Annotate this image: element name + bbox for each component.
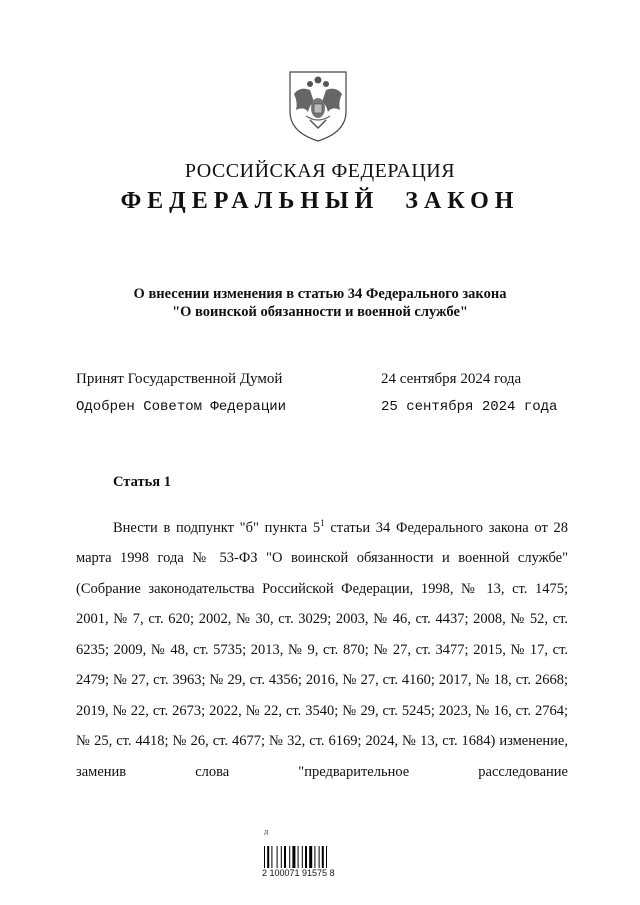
- barcode-stripe: [305, 846, 307, 868]
- duma-adoption-label: Принят Государственной Думой: [76, 371, 283, 387]
- barcode-stripe: [267, 846, 269, 868]
- barcode-mark: Д: [264, 830, 269, 836]
- barcode-stripe: [284, 846, 286, 868]
- barcode-stripe: [298, 846, 299, 868]
- country-name: РОССИЙСКАЯ ФЕДЕРАЦИЯ: [184, 160, 456, 182]
- barcode-bars: [264, 846, 348, 868]
- article-text-rest: статьи 34 Федерального закона от 28 марта 1998 года № 53-ФЗ "О воинской обязанности и военной службе" (Собрание законодательства Российской Федерации, 1998, № 13, ст. 1475; 2001, № 7, ст. 620; 2002, № 30, ст. 3029; 2003, № 46, ст. 4437; 2008, № 52, ст. 6235; 2009, № 48, ст. 5735; 2013, № 9, ст. 870; № 27, ст. 3477; 2015, № 17, ст. 2479; № 27, ст. 3963; № 29, ст. 4356; 2016, № 27, ст. 4160; 2017, № 18, ст. 2668; 2019, № 22, ст. 2673; 2022, № 22, ст. 3540; № 29, ст. 5245; 2023, № 16, ст. 2764; № 25, ст. 4418; № 26, ст. 4677; № 32, ст. 6169; 2024, № 13, ст. 1684) изменение, заменив слова "предварительное расследование: [76, 519, 568, 780]
- council-approval-date: 25 сентября 2024 года: [381, 399, 558, 415]
- barcode-stripe: [292, 846, 295, 868]
- barcode-stripe: [322, 846, 324, 868]
- barcode-stripe: [271, 846, 272, 868]
- duma-adoption-date: 24 сентября 2024 года: [381, 371, 522, 387]
- barcode-stripe: [319, 846, 320, 868]
- law-subject-line-2: "О воинской обязанности и военной службе": [172, 304, 468, 320]
- council-approval-label: Одобрен Советом Федерации: [76, 399, 287, 415]
- law-subject-line-1: О внесении изменения в статью 34 Федерального закона: [133, 286, 507, 302]
- article-heading: Статья 1: [113, 474, 171, 490]
- article-text: [76, 508, 568, 787]
- barcode-stripe: [281, 846, 282, 868]
- document-barcode: [262, 830, 352, 880]
- barcode-stripe: [302, 846, 303, 868]
- article-superscript: 1: [320, 518, 325, 528]
- barcode-stripe: [289, 846, 290, 868]
- barcode-stripe: [326, 846, 327, 868]
- article-text-start: Внести в подпункт "б" пункта 5: [113, 519, 321, 536]
- law-type-title: ФЕДЕРАЛЬНЫЙ ЗАКОН: [120, 188, 520, 214]
- law-subject: [60, 285, 580, 321]
- barcode-stripe: [309, 846, 312, 868]
- russian-coat-of-arms-icon: [286, 68, 350, 144]
- barcode-stripe: [314, 846, 315, 868]
- barcode-stripe: [264, 846, 265, 868]
- barcode-number: 2 100071 91575 8: [262, 868, 335, 878]
- barcode-stripe: [277, 846, 278, 868]
